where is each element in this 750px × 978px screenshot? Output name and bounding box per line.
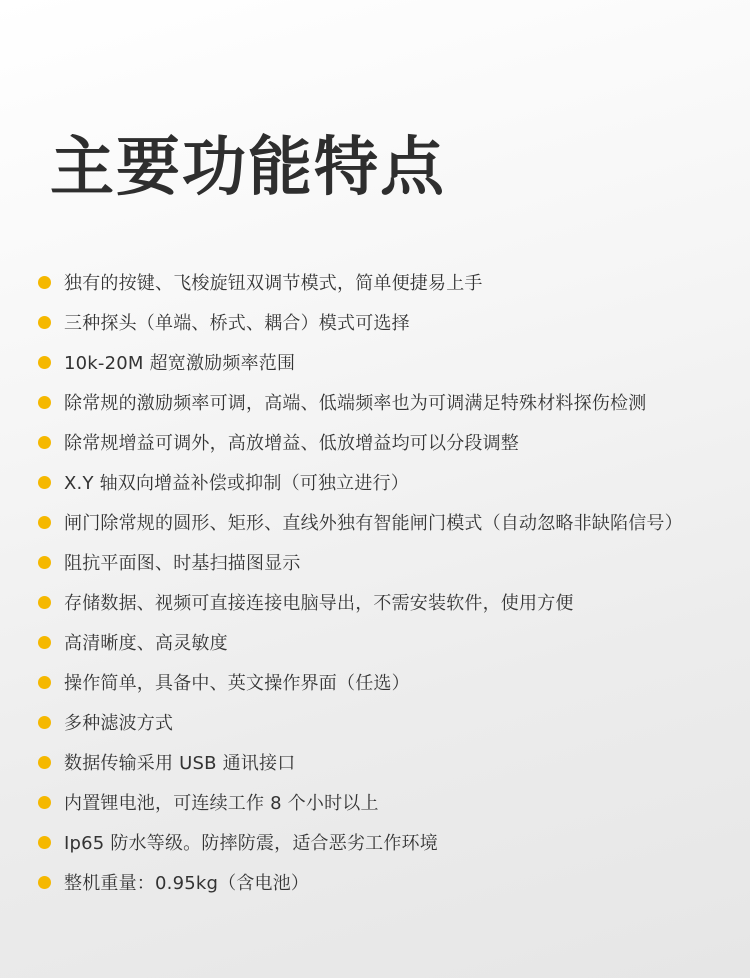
feature-item — [38, 862, 750, 902]
feature-text: 多种滤波方式 — [64, 713, 174, 734]
feature-item — [38, 302, 750, 342]
feature-text: 除常规的激励频率可调，高端、低端频率也为可调满足特殊材料探伤检测 — [64, 393, 647, 414]
bullet-dot-icon — [38, 836, 51, 849]
feature-item — [38, 582, 750, 622]
feature-text: 整机重量：0.95kg（含电池） — [64, 873, 310, 894]
feature-item — [38, 342, 750, 382]
feature-text: 存储数据、视频可直接连接电脑导出，不需安装软件，使用方便 — [64, 593, 574, 614]
feature-item — [38, 782, 750, 822]
feature-item — [38, 822, 750, 862]
feature-item — [38, 262, 750, 302]
feature-text: 数据传输采用 USB 通讯接口 — [64, 753, 296, 774]
feature-text: Ip65 防水等级。防摔防震，适合恶劣工作环境 — [64, 833, 438, 854]
feature-text: X.Y 轴双向增益补偿或抑制（可独立进行） — [64, 473, 409, 494]
feature-list — [38, 262, 750, 902]
feature-item — [38, 702, 750, 742]
bullet-dot-icon — [38, 436, 51, 449]
feature-text: 三种探头（单端、桥式、耦合）模式可选择 — [64, 313, 410, 334]
feature-text: 独有的按键、飞梭旋钮双调节模式，简单便捷易上手 — [64, 273, 483, 294]
feature-text: 闸门除常规的圆形、矩形、直线外独有智能闸门模式（自动忽略非缺陷信号） — [64, 513, 683, 534]
bullet-dot-icon — [38, 356, 51, 369]
feature-text: 操作简单，具备中、英文操作界面（任选） — [64, 673, 410, 694]
bullet-dot-icon — [38, 796, 51, 809]
feature-item — [38, 382, 750, 422]
bullet-dot-icon — [38, 316, 51, 329]
feature-item — [38, 542, 750, 582]
bullet-dot-icon — [38, 876, 51, 889]
bullet-dot-icon — [38, 716, 51, 729]
bullet-dot-icon — [38, 636, 51, 649]
feature-item — [38, 742, 750, 782]
bullet-dot-icon — [38, 396, 51, 409]
page-title: 主要功能特点 — [50, 131, 446, 205]
bullet-dot-icon — [38, 476, 51, 489]
feature-text: 阻抗平面图、时基扫描图显示 — [64, 553, 301, 574]
bullet-dot-icon — [38, 556, 51, 569]
feature-item — [38, 662, 750, 702]
feature-text: 除常规增益可调外，高放增益、低放增益均可以分段调整 — [64, 433, 519, 454]
feature-text: 内置锂电池，可连续工作 8 个小时以上 — [64, 793, 379, 814]
bullet-dot-icon — [38, 596, 51, 609]
bullet-dot-icon — [38, 516, 51, 529]
bullet-dot-icon — [38, 756, 51, 769]
feature-text: 高清晰度、高灵敏度 — [64, 633, 228, 654]
feature-item — [38, 622, 750, 662]
bullet-dot-icon — [38, 676, 51, 689]
feature-text: 10k-20M 超宽激励频率范围 — [64, 353, 296, 374]
feature-item — [38, 462, 750, 502]
feature-item — [38, 502, 750, 542]
feature-item — [38, 422, 750, 462]
bullet-dot-icon — [38, 276, 51, 289]
